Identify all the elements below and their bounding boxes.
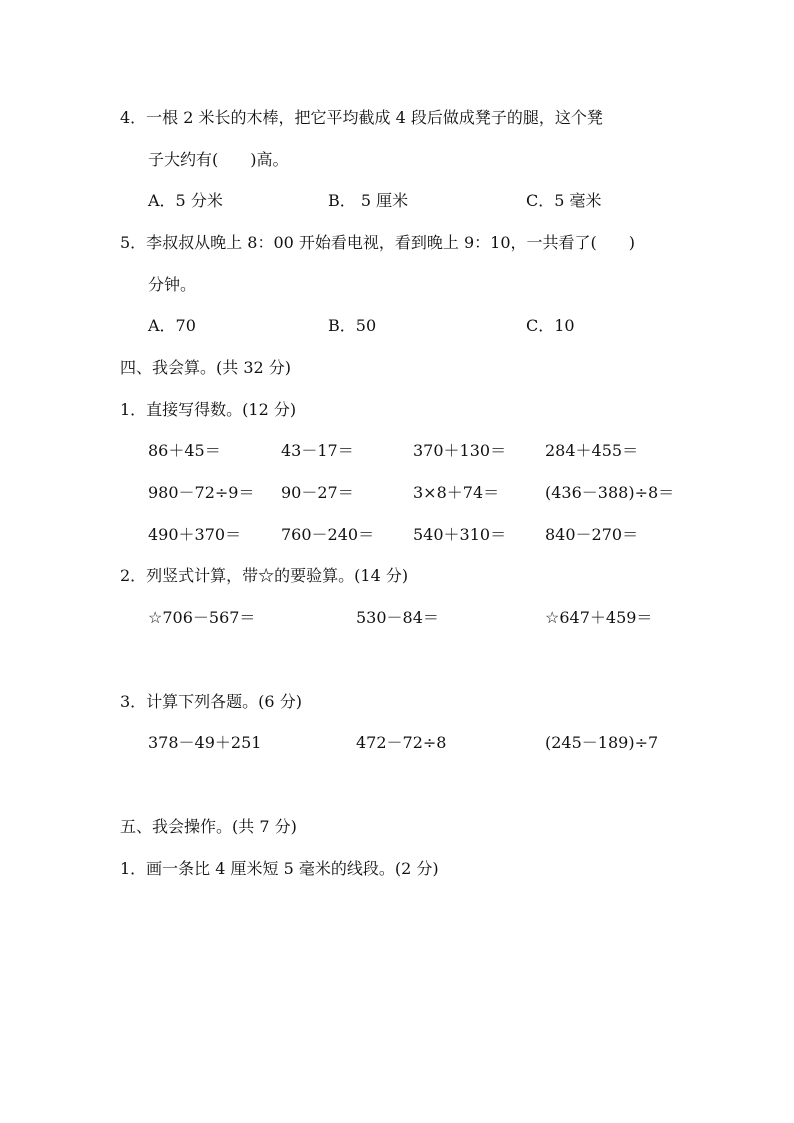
section5-title: 五、我会操作。(共 7 分) bbox=[120, 817, 297, 836]
q4-option-a: A．5 分米 bbox=[148, 191, 223, 210]
calc-r3-c2: 760－240＝ bbox=[281, 525, 375, 544]
calc-r1-c4: 284＋455＝ bbox=[545, 441, 639, 460]
vertical-calc-3: ☆647＋459＝ bbox=[545, 608, 653, 627]
section4-p1-title: 1．直接写得数。(12 分) bbox=[120, 400, 297, 419]
q5-line1: 5．李叔叔从晚上 8：00 开始看电视，看到晚上 9：10，一共看了( ) bbox=[120, 233, 636, 252]
section5-p1-title: 1．画一条比 4 厘米短 5 毫米的线段。(2 分) bbox=[120, 859, 439, 878]
calc-r2-c1: 980－72÷9＝ bbox=[148, 483, 255, 502]
calc-r1-c3: 370＋130＝ bbox=[413, 441, 507, 460]
q4-line1: 4．一根 2 米长的木棒，把它平均截成 4 段后做成凳子的腿，这个凳 bbox=[120, 108, 603, 127]
q5-option-c: C．10 bbox=[526, 316, 575, 335]
calc-r2-c2: 90－27＝ bbox=[281, 483, 354, 502]
mixed-calc-2: 472－72÷8 bbox=[356, 733, 447, 752]
mixed-calc-3: (245－189)÷7 bbox=[545, 733, 659, 752]
q5-option-a: A．70 bbox=[148, 316, 196, 335]
section4-p2-title: 2．列竖式计算，带☆的要验算。(14 分) bbox=[120, 566, 409, 585]
calc-r1-c1: 86＋45＝ bbox=[148, 441, 221, 460]
calc-r2-c3: 3×8＋74＝ bbox=[413, 483, 500, 502]
calc-r3-c1: 490＋370＝ bbox=[148, 525, 242, 544]
calc-r2-c4: (436－388)÷8＝ bbox=[545, 483, 675, 502]
vertical-calc-2: 530－84＝ bbox=[356, 608, 439, 627]
calc-r3-c3: 540＋310＝ bbox=[413, 525, 507, 544]
q4-option-c: C．5 毫米 bbox=[526, 191, 602, 210]
q4-option-b: B． 5 厘米 bbox=[328, 191, 409, 210]
section4-p3-title: 3．计算下列各题。(6 分) bbox=[120, 692, 302, 711]
section4-title: 四、我会算。(共 32 分) bbox=[120, 358, 292, 377]
calc-r1-c2: 43－17＝ bbox=[281, 441, 354, 460]
vertical-calc-1: ☆706－567＝ bbox=[148, 608, 256, 627]
calc-r3-c4: 840－270＝ bbox=[545, 525, 639, 544]
mixed-calc-1: 378－49＋251 bbox=[148, 733, 262, 752]
q5-option-b: B．50 bbox=[328, 316, 377, 335]
q5-line2: 分钟。 bbox=[148, 275, 197, 294]
q4-line2: 子大约有( )高。 bbox=[148, 150, 289, 169]
